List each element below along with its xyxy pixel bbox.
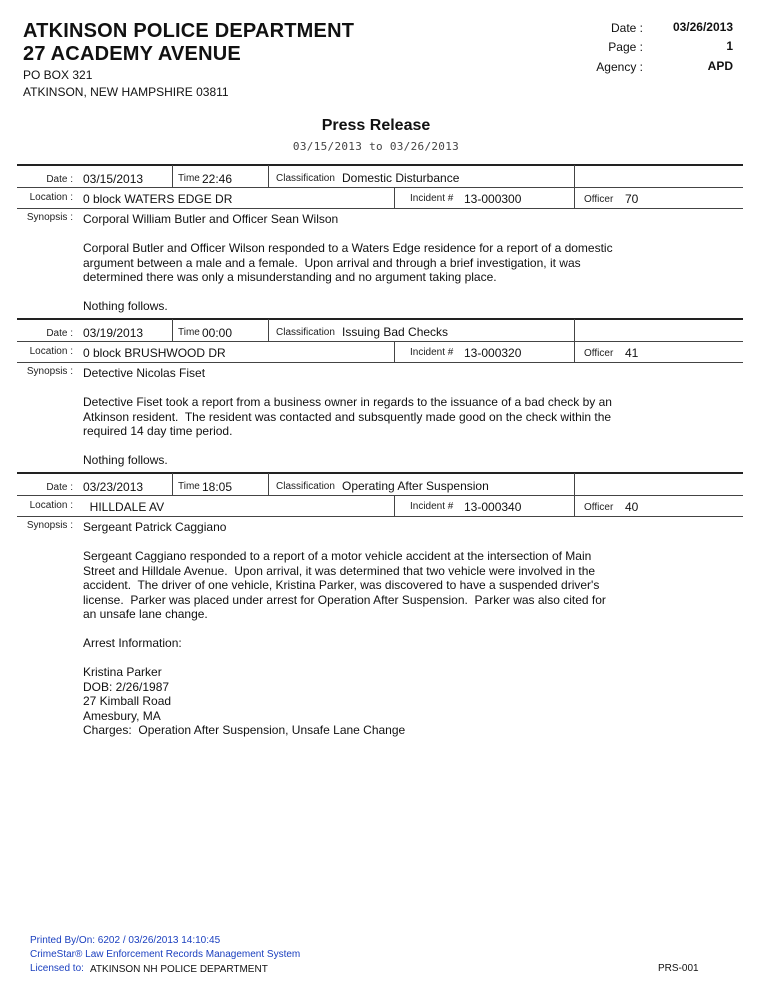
report-date-label: Date : xyxy=(610,21,643,35)
officer-number: 40 xyxy=(625,500,639,514)
synopsis-label: Synopsis : xyxy=(26,366,73,377)
press-release-title: Press Release xyxy=(321,117,431,134)
synopsis-body xyxy=(83,241,693,328)
synopsis-paragraph: Nothing follows. xyxy=(83,453,168,467)
incident-number: 13-000340 xyxy=(464,500,522,514)
time-label: Time xyxy=(178,327,200,338)
officer-number: 41 xyxy=(625,346,639,360)
officer-label: Officer xyxy=(584,502,614,513)
synopsis-heading: Detective Nicolas Fiset xyxy=(83,366,206,380)
classification-label: Classification xyxy=(276,481,335,492)
date-range: 03/15/2013 to 03/26/2013 xyxy=(292,140,460,153)
synopsis-paragraph: Sergeant Caggiano responded to a report of a motor vehicle accident at the intersection of Main Street and Hilldale Avenue. Upon arrival, it was determined that two vehicle were involved in the accident. The driver of one vehicle, Kristina Parker, was discovered to have a suspended driver's license. Parker was placed under arrest for Operation After Suspension. Parker was also cited for an unsafe lane change. xyxy=(83,549,606,621)
po-box: PO BOX 321 xyxy=(23,68,93,82)
incident-number-label: Incident # xyxy=(410,501,454,512)
synopsis-heading: Sergeant Patrick Caggiano xyxy=(83,520,227,534)
agency-label: Agency : xyxy=(596,60,643,74)
synopsis-label: Synopsis : xyxy=(26,212,73,223)
city-state-zip: ATKINSON, NEW HAMPSHIRE 03811 xyxy=(23,85,229,99)
incident-location: HILLDALE AV xyxy=(83,500,165,514)
incident-date: 03/19/2013 xyxy=(83,326,144,340)
incident-time: 00:00 xyxy=(202,326,233,340)
location-label: Location : xyxy=(29,346,73,357)
form-code: PRS-001 xyxy=(658,963,699,974)
licensed-value: ATKINSON NH POLICE DEPARTMENT xyxy=(90,964,268,975)
synopsis-paragraph: Kristina Parker DOB: 2/26/1987 27 Kimball Road Amesbury, MA Charges: Operation After Suspension, Unsafe Lane Change xyxy=(83,665,406,737)
page-value: 1 xyxy=(726,39,733,53)
synopsis-label: Synopsis : xyxy=(26,520,73,531)
incident-date: 03/23/2013 xyxy=(83,480,144,494)
officer-label: Officer xyxy=(584,194,614,205)
synopsis-body xyxy=(83,549,693,752)
incident-number-label: Incident # xyxy=(410,193,454,204)
location-label: Location : xyxy=(29,500,73,511)
department-name: ATKINSON POLICE DEPARTMENT xyxy=(23,20,355,42)
incident-date: 03/15/2013 xyxy=(83,172,144,186)
date-label: Date : xyxy=(46,328,73,339)
incident-location: 0 block BRUSHWOOD DR xyxy=(83,346,226,360)
incident-location: 0 block WATERS EDGE DR xyxy=(83,192,233,206)
classification-label: Classification xyxy=(276,173,335,184)
officer-label: Officer xyxy=(584,348,614,359)
printed-by: Printed By/On: 6202 / 03/26/2013 14:10:45 xyxy=(30,935,221,946)
report-date-value: 03/26/2013 xyxy=(672,20,733,34)
agency-value: APD xyxy=(707,59,733,73)
licensed-label: Licensed to: xyxy=(30,963,84,974)
synopsis-heading: Corporal William Butler and Officer Sean Wilson xyxy=(83,212,339,226)
time-label: Time xyxy=(178,173,200,184)
date-label: Date : xyxy=(46,482,73,493)
page-label: Page : xyxy=(608,40,643,54)
officer-number: 70 xyxy=(625,192,639,206)
incident-time: 18:05 xyxy=(202,480,233,494)
classification-label: Classification xyxy=(276,327,335,338)
date-label: Date : xyxy=(46,174,73,185)
synopsis-paragraph: Arrest Information: xyxy=(83,636,182,650)
department-street: 27 ACADEMY AVENUE xyxy=(23,43,241,65)
synopsis-paragraph: Detective Fiset took a report from a business owner in regards to the issuance of a bad check by an Atkinson resident. The resident was contacted and subsquently made good on the check within the required 14 day time period. xyxy=(83,395,612,438)
time-label: Time xyxy=(178,481,200,492)
incident-classification: Issuing Bad Checks xyxy=(342,325,449,339)
synopsis-paragraph: Corporal Butler and Officer Wilson responded to a Waters Edge residence for a report of a domestic argument between a male and a female. Upon arrival and through a brief investigation, it was determined there was only a misunderstanding and no argument taking place. xyxy=(83,241,613,284)
synopsis-body xyxy=(83,395,693,482)
incident-number-label: Incident # xyxy=(410,347,454,358)
location-label: Location : xyxy=(29,192,73,203)
synopsis-paragraph: Nothing follows. xyxy=(83,299,168,313)
incident-number: 13-000300 xyxy=(464,192,522,206)
records-system: CrimeStar® Law Enforcement Records Management System xyxy=(30,949,301,960)
incident-time: 22:46 xyxy=(202,172,233,186)
incident-classification: Operating After Suspension xyxy=(342,479,489,493)
incident-number: 13-000320 xyxy=(464,346,522,360)
incident-classification: Domestic Disturbance xyxy=(342,171,460,185)
